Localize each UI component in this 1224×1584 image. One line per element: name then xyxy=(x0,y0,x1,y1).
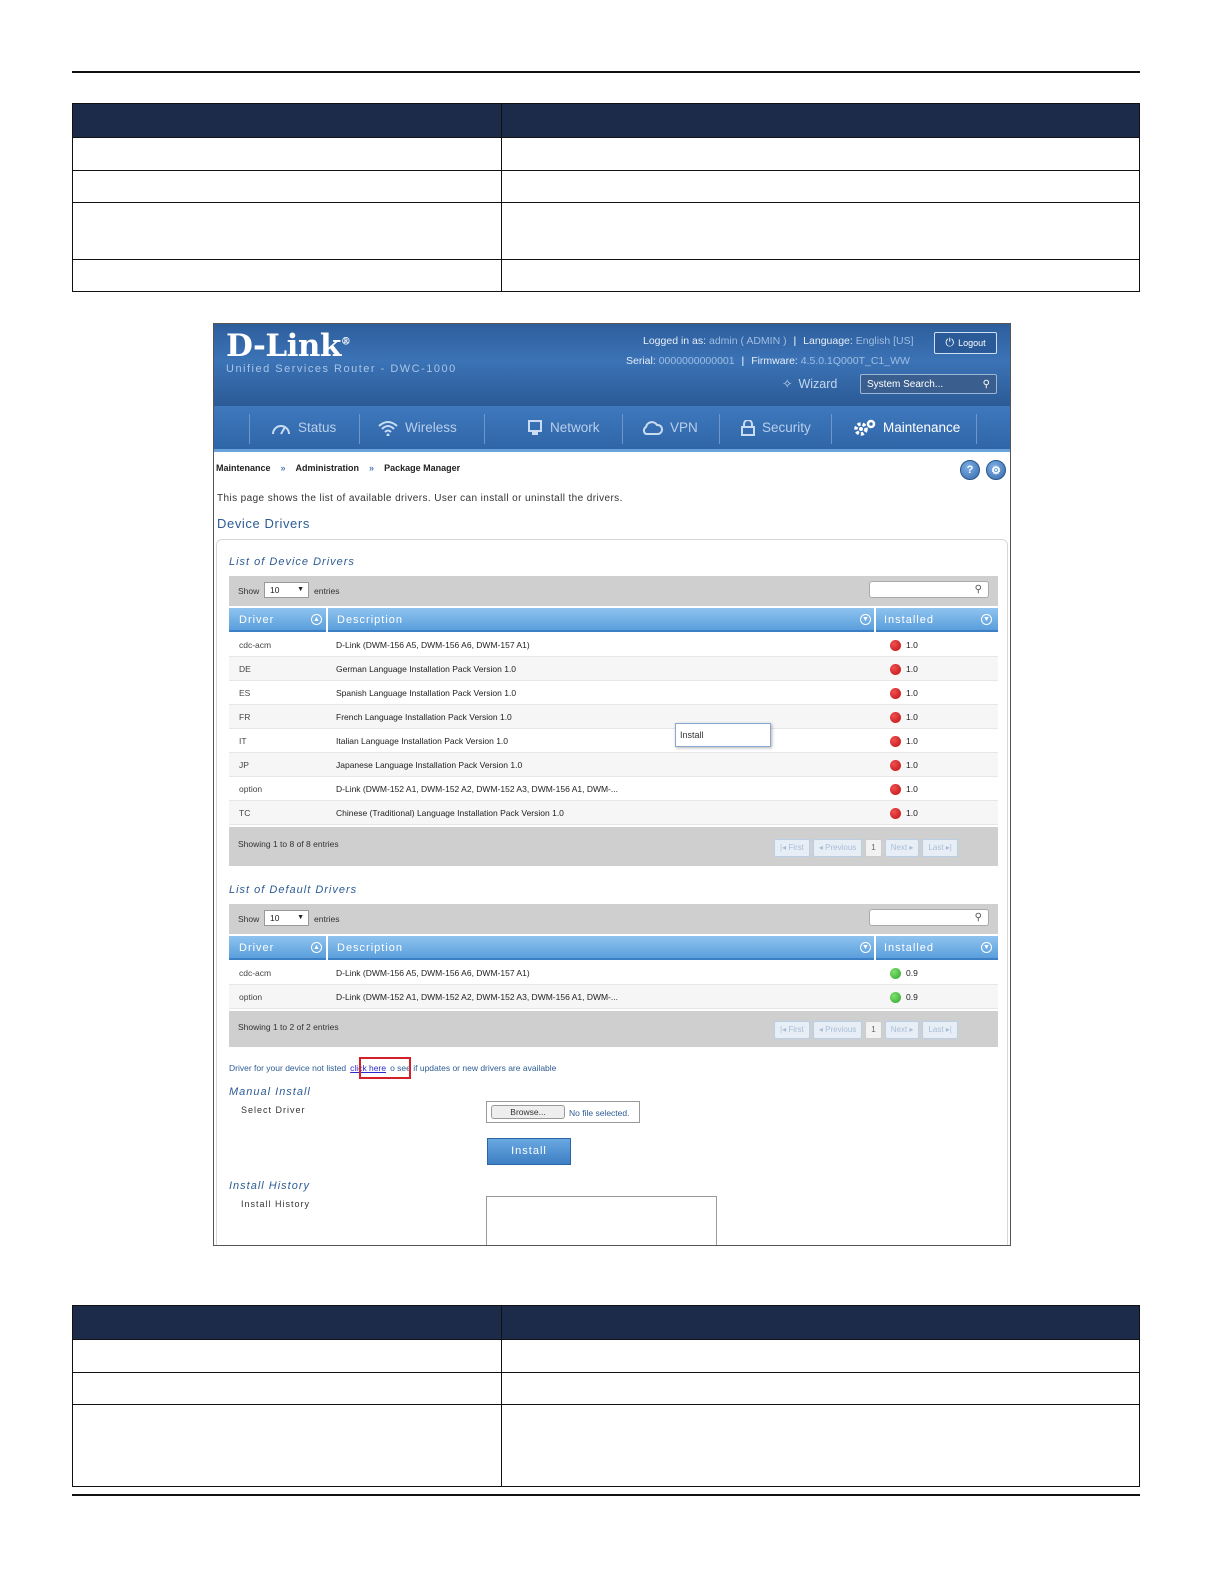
install-tooltip[interactable]: Install xyxy=(675,723,771,747)
previous-page-button[interactable]: ◂ Previous xyxy=(813,1021,862,1039)
logged-in-user: admin ( ADMIN ) xyxy=(708,335,787,347)
nav-network[interactable]: Network xyxy=(527,406,600,449)
status-red-icon xyxy=(890,712,901,723)
manual-install-title: Manual Install xyxy=(229,1086,311,1098)
page-title: Device Drivers xyxy=(217,516,310,531)
page-intro: This page shows the list of available drivers. User can install or uninstall the drivers. xyxy=(217,493,623,504)
table-row[interactable]: FR French Language Installation Pack Version 1.0 1.0 xyxy=(229,705,998,729)
wizard-link[interactable]: ✧ Wizard xyxy=(782,376,838,391)
table-row[interactable]: JP Japanese Language Installation Pack Version 1.0 1.0 xyxy=(229,753,998,777)
install-history-title: Install History xyxy=(229,1180,311,1192)
main-nav xyxy=(214,406,1010,452)
column-driver[interactable]: Driver xyxy=(239,614,275,626)
system-search-input[interactable]: System Search... ⚲ xyxy=(860,374,997,394)
browse-button[interactable]: Browse... xyxy=(491,1105,565,1119)
table-row[interactable]: cdc-acm D-Link (DWM-156 A5, DWM-156 A6, DWM-157 A1) 1.0 xyxy=(229,633,998,657)
install-history-label: Install History xyxy=(241,1199,311,1209)
status-green-icon xyxy=(890,992,901,1003)
select-driver-label: Select Driver xyxy=(241,1105,306,1115)
help-icon[interactable]: ? xyxy=(960,460,980,480)
first-page-button[interactable]: |◂ First xyxy=(774,839,810,857)
device-drivers-search[interactable] xyxy=(869,581,989,598)
driver-not-listed-text: Driver for your device not listed click here o see if updates or new drivers are available xyxy=(229,1063,557,1073)
doc-table-bottom xyxy=(72,1305,1140,1487)
default-drivers-showing: Showing 1 to 2 of 2 entries xyxy=(238,1022,339,1032)
default-drivers-pager xyxy=(774,1021,958,1039)
column-description[interactable]: Description xyxy=(337,614,404,626)
first-page-button[interactable]: |◂ First xyxy=(774,1021,810,1039)
help-icons xyxy=(960,460,1006,480)
gauge-icon xyxy=(271,421,291,435)
search-icon: ⚲ xyxy=(982,378,990,390)
table-row[interactable]: ES Spanish Language Installation Pack Version 1.0 1.0 xyxy=(229,681,998,705)
default-drivers-search[interactable] xyxy=(869,909,989,926)
column-driver[interactable]: Driver xyxy=(239,942,275,954)
chevron-down-icon: ▼ xyxy=(297,586,304,593)
login-info: Logged in as: admin ( ADMIN ) | Language: English [US] xyxy=(643,335,914,347)
device-drivers-pager xyxy=(774,839,958,857)
status-green-icon xyxy=(890,968,901,979)
install-button[interactable]: Install xyxy=(487,1138,571,1165)
column-installed[interactable]: Installed xyxy=(884,614,934,626)
default-drivers-page-size[interactable]: 10 ▼ xyxy=(264,910,309,926)
last-page-button[interactable]: Last ▸| xyxy=(922,1021,957,1039)
search-icon: ⚲ xyxy=(974,584,982,595)
status-red-icon xyxy=(890,784,901,795)
table-row[interactable]: cdc-acm D-Link (DWM-156 A5, DWM-156 A6, DWM-157 A1) 0.9 xyxy=(229,961,998,985)
sort-icon[interactable]: ▼ xyxy=(981,942,992,953)
status-red-icon xyxy=(890,736,901,747)
column-installed[interactable]: Installed xyxy=(884,942,934,954)
doc-table-row xyxy=(73,138,1140,171)
table-row[interactable]: TC Chinese (Traditional) Language Installation Pack Version 1.0 1.0 xyxy=(229,801,998,825)
info-icon[interactable]: ⚙ xyxy=(986,460,1006,480)
device-drivers-showing: Showing 1 to 8 of 8 entries xyxy=(238,839,339,849)
product-subtitle: Unified Services Router - DWC-1000 xyxy=(226,363,457,375)
doc-table-row xyxy=(73,1373,1140,1405)
table-row[interactable]: IT Italian Language Installation Pack Version 1.0 1.0 xyxy=(229,729,998,753)
device-drivers-page-size[interactable]: 10 ▼ xyxy=(264,582,309,598)
no-file-text: No file selected. xyxy=(569,1108,630,1118)
previous-page-button[interactable]: ◂ Previous xyxy=(813,839,862,857)
power-icon: ⏻ xyxy=(945,336,955,349)
page-number-button[interactable]: 1 xyxy=(865,839,881,857)
sort-icon[interactable]: ▼ xyxy=(860,942,871,953)
wifi-icon xyxy=(378,420,398,436)
gear-icon xyxy=(852,419,876,437)
network-icon xyxy=(527,420,543,436)
sort-up-icon[interactable]: ▲ xyxy=(311,614,322,625)
status-red-icon xyxy=(890,640,901,651)
page-number-button[interactable]: 1 xyxy=(865,1021,881,1039)
next-page-button[interactable]: Next ▸ xyxy=(885,1021,920,1039)
next-page-button[interactable]: Next ▸ xyxy=(885,839,920,857)
default-drivers-header xyxy=(229,936,998,960)
nav-status[interactable]: Status xyxy=(271,406,336,449)
chevron-down-icon: ▼ xyxy=(297,914,304,921)
router-header xyxy=(214,324,1010,406)
status-red-icon xyxy=(890,760,901,771)
firmware-value: 4.5.0.1Q000T_C1_WW xyxy=(800,355,910,367)
language-link[interactable]: English [US] xyxy=(855,335,914,347)
doc-table-row xyxy=(73,1340,1140,1373)
nav-vpn[interactable]: VPN xyxy=(641,406,698,449)
status-red-icon xyxy=(890,688,901,699)
logout-button[interactable]: ⏻ Logout xyxy=(934,332,997,354)
device-drivers-title: List of Device Drivers xyxy=(229,556,355,568)
sort-icon[interactable]: ▼ xyxy=(981,614,992,625)
top-rule xyxy=(72,71,1140,73)
wand-icon: ✧ xyxy=(782,377,793,391)
doc-table-row xyxy=(73,1405,1140,1487)
dlink-logo: D-Link® xyxy=(226,328,351,364)
highlight-box xyxy=(359,1057,411,1079)
nav-wireless[interactable]: Wireless xyxy=(378,406,457,449)
doc-table-row xyxy=(73,171,1140,203)
default-drivers-title: List of Default Drivers xyxy=(229,884,358,896)
doc-table-row xyxy=(73,260,1140,292)
nav-security[interactable]: Security xyxy=(741,406,811,449)
table-row[interactable]: option D-Link (DWM-152 A1, DWM-152 A2, DWM-152 A3, DWM-156 A1, DWM-... 1.0 xyxy=(229,777,998,801)
install-history-box[interactable] xyxy=(486,1196,717,1246)
serial-value: 0000000000001 xyxy=(658,355,735,367)
lock-icon xyxy=(741,420,755,436)
router-screenshot: D-Link® Unified Services Router - DWC-1000 Logged in as: admin ( ADMIN ) | Language: English [US] ⏻ Logout Serial: 0000000000001 | Firmware: 4.5.0.1Q000T_C1_WW ✧ Wizard System Search... ⚲ Status Wireless Network VPN Security Maintenance Maintenance » Administration » Package Manager ? ⚙ This page shows the list of available drivers. User can install or uninstall the drivers. Device Drivers List of Device Drivers Show 10 ▼ entries ⚲ Driver ▲ Description ▼ Installed ▼ cdc-acm D-Link (DWM-156 A5, DWM-156 A6, DWM-157 A1) 1.0 DE German Language Installation Pack Version 1.0 1.0 ES Spanish Language Installation Pack Version 1.0 1.0 FR French Language Installation Pack Version 1.0 1.0 IT Italian Language Installation Pack Version 1.0 1.0 JP Japanese Language Installation Pack Version 1.0 1.0 option D-Link (DWM-152 A1, DWM-152 A2, DWM-152 A3, DWM-156 A1, DWM-... 1.0 TC Chinese (Traditional) Language Installation Pack Version 1.0 1.0 Install Showing 1 to 8 of 8 entries |◂ First ◂ Previous 1 Next ▸ Last ▸| List of Default Drivers Show 10 ▼ entries ⚲ Driver ▲ Description ▼ Installed ▼ cdc-acm D-Link (DWM-156 A5, DWM-156 A6, DWM-157 A1) 0.9 option D-Link (DWM-152 A1, DWM-152 A2, DWM-152 A3, DWM-156 A1, DWM-... 0.9 Showing 1 to 2 of 2 entries |◂ First ◂ Previous 1 Next ▸ Last ▸| Driver for your device not listed click here o see if updates or new drivers are available Manual Install Select Driver Browse... No file selected. Install Install History Install History xyxy=(213,323,1011,1246)
breadcrumb-administration[interactable]: Administration xyxy=(295,463,360,473)
status-red-icon xyxy=(890,664,901,675)
device-info: Serial: 0000000000001 | Firmware: 4.5.0.1Q000T_C1_WW xyxy=(626,355,910,367)
doc-table-row xyxy=(73,203,1140,260)
table-row[interactable]: option D-Link (DWM-152 A1, DWM-152 A2, DWM-152 A3, DWM-156 A1, DWM-... 0.9 xyxy=(229,985,998,1009)
column-description[interactable]: Description xyxy=(337,942,404,954)
nav-maintenance[interactable]: Maintenance xyxy=(852,406,960,449)
doc-table-top xyxy=(72,103,1140,292)
doc-table-header xyxy=(73,1306,1140,1340)
device-drivers-header xyxy=(229,608,998,632)
click-here-link[interactable]: click here xyxy=(350,1063,387,1073)
search-icon: ⚲ xyxy=(974,912,982,923)
bottom-rule xyxy=(72,1494,1140,1496)
status-red-icon xyxy=(890,808,901,819)
sort-up-icon[interactable]: ▲ xyxy=(311,942,322,953)
last-page-button[interactable]: Last ▸| xyxy=(922,839,957,857)
breadcrumb-package-manager: Package Manager xyxy=(384,463,461,473)
table-row[interactable]: DE German Language Installation Pack Version 1.0 1.0 xyxy=(229,657,998,681)
sort-icon[interactable]: ▼ xyxy=(860,614,871,625)
breadcrumb: Maintenance » Administration » Package Manager xyxy=(216,463,461,473)
cloud-icon xyxy=(641,420,663,436)
doc-table-header xyxy=(73,104,1140,138)
breadcrumb-maintenance[interactable]: Maintenance xyxy=(216,463,271,473)
driver-file-input[interactable] xyxy=(486,1101,640,1123)
